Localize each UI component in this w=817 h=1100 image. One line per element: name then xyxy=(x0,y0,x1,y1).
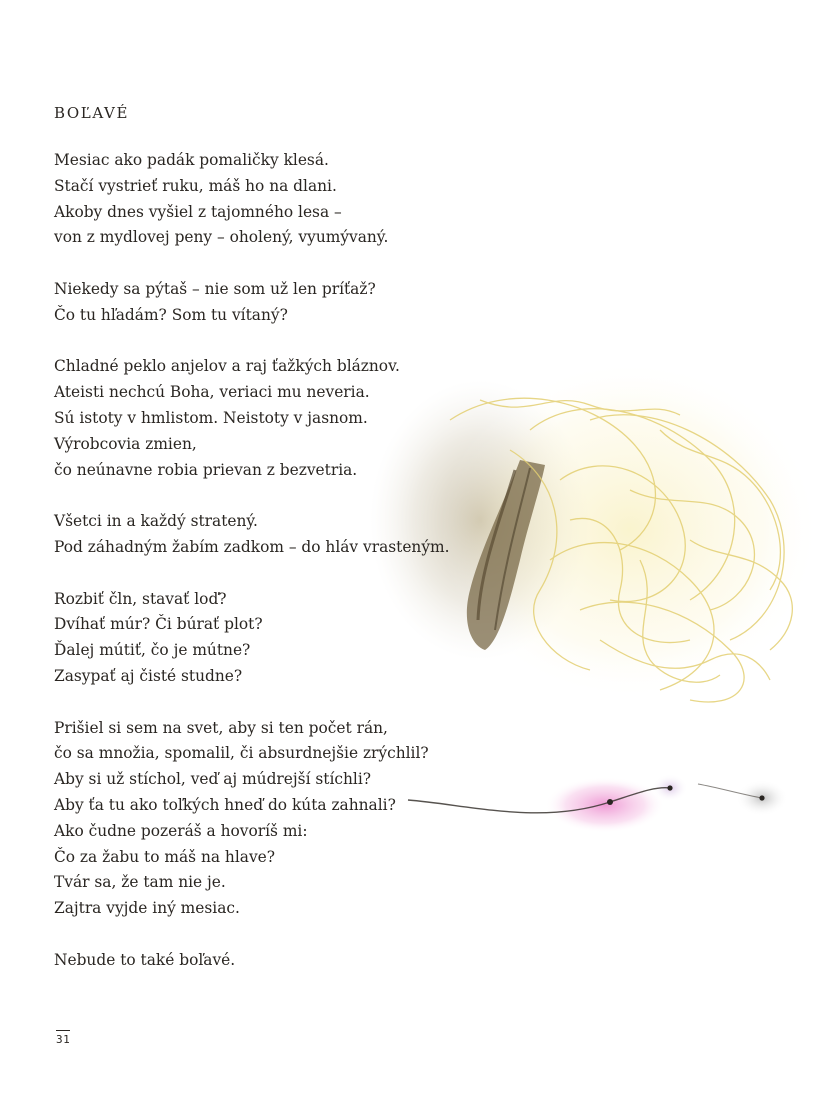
stanza xyxy=(54,277,534,329)
poem-line: Nebude to také boľavé. xyxy=(54,950,236,969)
poem-line: čo sa množia, spomalil, či absurdnejšie zrýchlil? xyxy=(54,744,429,763)
eye-dot-left xyxy=(607,799,613,805)
poem-body xyxy=(54,148,534,999)
poem-line: Niekedy sa pýtaš – nie som už len príťaž? xyxy=(54,279,376,298)
poem-line: Dvíhať múr? Či búrať plot? xyxy=(54,615,263,634)
pink-haze-shape xyxy=(545,777,665,833)
stanza xyxy=(54,948,534,974)
poem-line: Prišiel si sem na svet, aby si ten počet rán, xyxy=(54,718,388,737)
poem-line: Chladné peklo anjelov a raj ťažkých bláznov. xyxy=(54,357,400,376)
stanza xyxy=(54,509,534,561)
poem-title: BOĽAVÉ xyxy=(54,104,130,122)
poem-line: Čo za žabu to máš na hlave? xyxy=(54,847,275,866)
stanza xyxy=(54,587,534,690)
poem-line: Všetci in a každý stratený. xyxy=(54,512,258,531)
poem-line: Mesiac ako padák pomaličky klesá. xyxy=(54,151,329,169)
poem-line: Zasypať aj čisté studne? xyxy=(54,666,243,685)
poem-line: Pod záhadným žabím zadkom – do hláv vrasteným. xyxy=(54,537,450,556)
poem-line: Tvár sa, že tam nie je. xyxy=(54,873,226,892)
poem-line: Zajtra vyjde iný mesiac. xyxy=(54,899,240,918)
poem-line: Sú istoty v hmlistom. Neistoty v jasnom. xyxy=(54,408,368,427)
poem-line: Rozbiť čln, stavať loď? xyxy=(54,589,227,608)
poem-line: Ďalej mútiť, čo je mútne? xyxy=(54,641,251,660)
poem-line: Ateisti nechcú Boha, veriaci mu neveria. xyxy=(54,383,370,402)
poem-line: Výrobcovia zmien, xyxy=(54,434,197,453)
poem-line: Čo tu hľadám? Som tu vítaný? xyxy=(54,305,288,324)
stanza xyxy=(54,354,534,483)
stanza xyxy=(54,716,534,922)
poem-line: Ako čudne pozeráš a hovoríš mi: xyxy=(54,821,308,840)
eye-dot-middle xyxy=(667,785,672,790)
poem-line: Aby ťa tu ako toľkých hneď do kúta zahnali? xyxy=(54,795,396,814)
poem-line: Stačí vystrieť ruku, máš ho na dlani. xyxy=(54,176,337,195)
eye-dot-right xyxy=(759,795,764,800)
poem-line: čo neúnavne robia prievan z bezvetria. xyxy=(54,460,358,479)
page-number: 31 xyxy=(56,1030,70,1046)
poem-line: Akoby dnes vyšiel z tajomného lesa – xyxy=(54,202,342,221)
stanza xyxy=(54,148,534,251)
poem-line: Aby si už stíchol, veď aj múdrejší stíchli? xyxy=(54,770,372,789)
poem-line: von z mydlovej peny – oholený, vyumývaný. xyxy=(54,228,389,247)
